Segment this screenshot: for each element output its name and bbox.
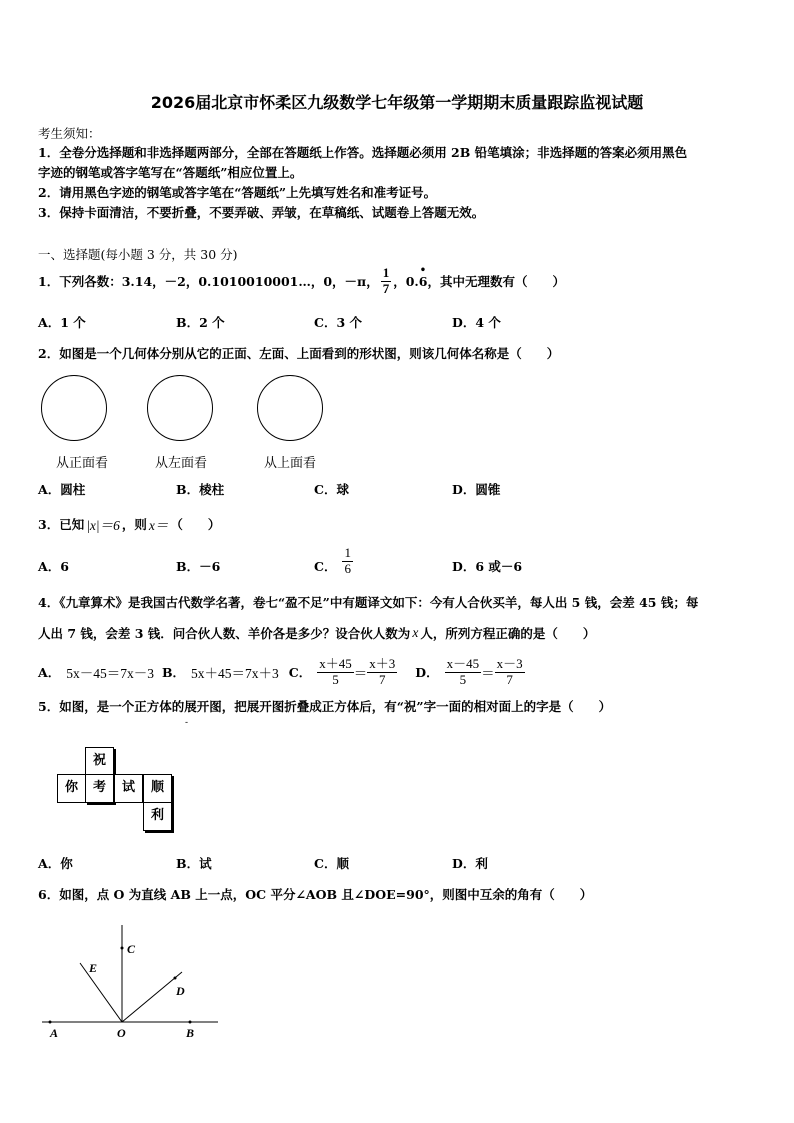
ray-od <box>122 972 182 1022</box>
q4-c-den-1: 5 <box>332 671 339 687</box>
q4-c-den-2: 7 <box>379 671 386 687</box>
q4-option-a[interactable]: 5x－45＝7x－3 <box>66 666 154 681</box>
q4-option-c-frac-1 <box>317 657 354 688</box>
notice-item-1-cont: 字迹的钢笔或答字笔写在“答题纸”相应位置上。 <box>38 165 303 180</box>
q5-option-b[interactable]: B．试 <box>176 856 212 871</box>
q3-option-c-label: C． <box>314 559 337 575</box>
notice-heading: 考生须知： <box>38 126 101 141</box>
q4-d-den-1: 5 <box>459 671 467 687</box>
caption-front-view: 从正面看 <box>56 456 109 471</box>
point-c <box>121 947 124 950</box>
q3-var-expr: x＝ <box>148 518 169 533</box>
q4-c-num-2: x＋3 <box>369 655 396 671</box>
q4-option-d-frac-2 <box>495 657 525 688</box>
caption-left-view: 从左面看 <box>155 456 208 471</box>
q4-option-c-label[interactable]: C． <box>288 665 312 680</box>
q1-frac-num: 1 <box>382 265 390 280</box>
cube-face-kao: 考 <box>85 774 114 803</box>
q3-stem-c: （ ） <box>170 517 221 532</box>
q4-line2-b: 人，所列方程正确的是（ ） <box>420 626 596 641</box>
question-4-line-2 <box>38 624 595 642</box>
caption-top-view: 从上面看 <box>264 456 317 471</box>
q3-option-b[interactable]: B．－6 <box>176 559 221 574</box>
stray-mark: - <box>185 718 189 728</box>
q2-option-b[interactable]: B．棱柱 <box>176 482 225 497</box>
q1-option-d[interactable]: D．4 个 <box>452 315 501 330</box>
notice-item-3: 3．保持卡面清洁，不要折叠，不要弄破、弄皱，在草稿纸、试题卷上答题无效。 <box>38 205 485 220</box>
q3-option-a[interactable]: A．6 <box>38 559 69 574</box>
q4-line2-var: x <box>412 625 419 640</box>
q4-option-d-frac-1 <box>445 657 482 688</box>
label-a: A <box>50 1026 59 1040</box>
q2-option-d[interactable]: D．圆锥 <box>452 482 501 497</box>
q5-option-a[interactable]: A．你 <box>38 856 73 871</box>
cube-face-shun: 顺 <box>143 774 172 803</box>
cube-face-li: 利 <box>143 802 172 831</box>
label-c: C <box>127 942 136 956</box>
q5-option-c[interactable]: C．顺 <box>314 856 349 871</box>
q3-stem-a: 3．已知 <box>38 517 85 532</box>
q3-option-d[interactable]: D．6 或－6 <box>452 559 523 574</box>
q3-abs-expr: |x|＝6 <box>86 518 120 533</box>
q3-stem-b: ，则 <box>121 517 147 532</box>
q4-option-b[interactable]: 5x＋45＝7x＋3 <box>191 666 279 681</box>
q4-option-c-frac-2 <box>367 657 397 688</box>
q1-option-a[interactable]: A．1 个 <box>38 315 86 330</box>
q2-option-a[interactable]: A．圆柱 <box>38 482 86 497</box>
top-view-circle <box>257 375 323 441</box>
exam-title: 2026届北京市怀柔区九级数学七年级第一学期期末质量跟踪监视试题 <box>150 93 644 112</box>
label-b: B <box>186 1026 195 1040</box>
question-4-line-1: 4．《九章算术》是我国古代数学名著，卷七“盈不足”中有题译文如下：今有人合伙买羊，每人出 5 钱，会差 45 钱；每 <box>38 595 699 610</box>
q4-c-num-1: x＋45 <box>319 655 352 671</box>
q3-c-num: 1 <box>344 545 351 560</box>
q1-fraction <box>381 266 392 297</box>
point-b <box>189 1021 192 1024</box>
q4-d-equals: ＝ <box>481 666 495 681</box>
q1-stem-b: ，0. <box>393 274 419 290</box>
q1-option-c[interactable]: C．3 个 <box>314 315 362 330</box>
q4-option-a-label[interactable]: A． <box>38 665 61 680</box>
ray-oe <box>80 963 122 1022</box>
q5-option-d[interactable]: D．利 <box>452 856 488 871</box>
q3-option-c-fraction <box>342 546 353 577</box>
cube-face-shi: 试 <box>114 774 143 803</box>
q4-d-num-1: x－45 <box>446 655 480 671</box>
q4-c-equals: ＝ <box>353 666 368 681</box>
q4-option-d-label[interactable]: D． <box>415 665 439 680</box>
question-2: 2．如图是一个几何体分别从它的正面、左面、上面看到的形状图，则该几何体名称是（ ） <box>38 346 560 361</box>
section-heading: 一、选择题(每小题 3 分，共 30 分) <box>38 247 238 262</box>
q4-d-num-2: x－3 <box>496 655 523 671</box>
q4-line2-a: 人出 7 钱，会差 3 钱．问合伙人数、羊价各是多少？设合伙人数为 <box>38 626 411 641</box>
angle-diagram <box>30 915 230 1045</box>
question-3 <box>38 514 220 534</box>
label-o: O <box>117 1026 126 1040</box>
question-6: 6．如图，点 O 为直线 AB 上一点，OC 平分∠AOB 且∠DOE=90°，则图中互余的角有（ ） <box>38 887 593 902</box>
cube-face-zhu: 祝 <box>85 747 114 776</box>
q3-c-den: 6 <box>344 560 351 576</box>
notice-item-1: 1．全卷分选择题和非选择题两部分，全部在答题纸上作答。选择题必须用 2B 铅笔填涂；非选择题的答案必须用黑色 <box>38 145 688 160</box>
notice-item-2: 2．请用黑色字迹的钢笔或答字笔在“答题纸”上先填写姓名和准考证号。 <box>38 185 437 200</box>
label-d: D <box>176 984 185 998</box>
point-a <box>49 1021 52 1024</box>
q1-stem-a: 1．下列各数：3.14，－2，0.1010010001…，0，－π， <box>38 274 379 290</box>
q1-frac-den: 7 <box>382 280 390 296</box>
q4-d-den-2: 7 <box>506 671 513 687</box>
cube-face-ni: 你 <box>57 774 86 803</box>
question-1 <box>38 266 565 297</box>
q1-option-b[interactable]: B．2 个 <box>176 315 225 330</box>
q1-stem-c: ，其中无理数有（ ） <box>427 274 565 290</box>
front-view-circle <box>41 375 107 441</box>
point-d <box>174 977 177 980</box>
q4-option-b-label[interactable]: B． <box>161 665 186 680</box>
q1-repeat-digit: • 6 <box>419 274 428 289</box>
q2-option-c[interactable]: C．球 <box>314 482 349 497</box>
left-view-circle <box>147 375 213 441</box>
q3-option-c[interactable] <box>314 546 353 577</box>
question-5: 5．如图，是一个正方体的展开图，把展开图折叠成正方体后，有“祝”字一面的相对面上的字是（ ） <box>38 699 612 714</box>
label-e: E <box>89 961 98 975</box>
q4-options-row <box>38 652 525 692</box>
